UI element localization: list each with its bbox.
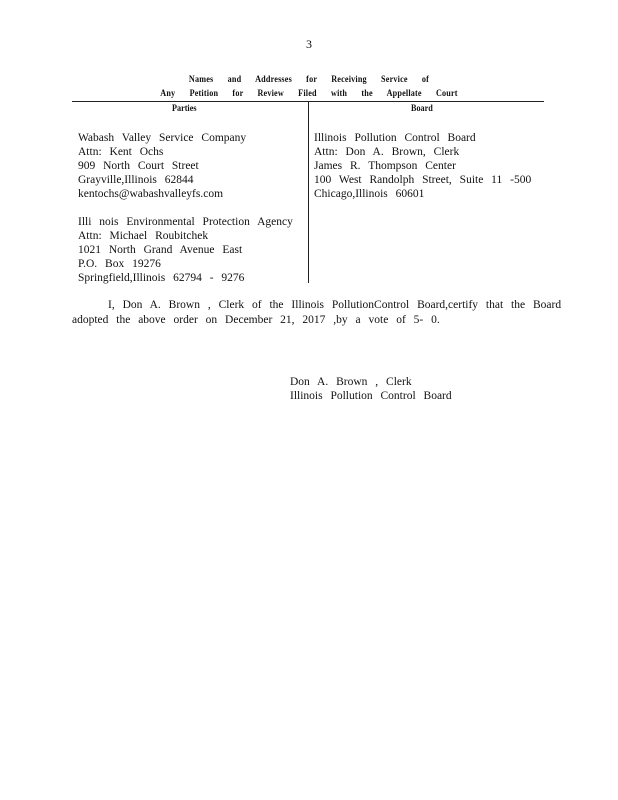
address-line: 1021 North Grand Avenue East (78, 244, 243, 256)
party-address-iepa (78, 215, 293, 285)
address-line: Attn: Kent Ochs (78, 146, 164, 158)
signature-block (290, 375, 452, 403)
party-address-wabash (78, 131, 246, 201)
signature-name: Don A. Brown , Clerk (290, 376, 412, 388)
heading-line-1: Names and Addresses for Receiving Service of (188, 75, 430, 85)
address-line: Attn: Don A. Brown, Clerk (314, 146, 460, 158)
certification-line-2: adopted the above order on December 21, 2017 ,by a vote of 5- 0. (72, 313, 440, 326)
parties-column-header: Parties (172, 104, 197, 114)
address-line: James R. Thompson Center (314, 160, 456, 172)
email-address: kentochs@wabashvalleyfs.com (78, 188, 224, 200)
board-address (314, 131, 531, 201)
certification-paragraph (72, 298, 561, 327)
address-line: P.O. Box 19276 (78, 258, 161, 270)
certification-line-1: I, Don A. Brown , Clerk of the Illinois PollutionControl Board,certify that the Board (108, 299, 562, 311)
address-line: Attn: Michael Roubitchek (78, 230, 209, 242)
heading-line-2: Any Petition for Review Filed with the Appellate Court (160, 89, 458, 99)
page-number: 3 (306, 37, 312, 51)
address-line: Chicago,Illinois 60601 (314, 188, 425, 200)
address-line: Wabash Valley Service Company (78, 132, 247, 144)
address-line: Illinois Pollution Control Board (314, 132, 476, 144)
signature-org: Illinois Pollution Control Board (290, 390, 452, 402)
address-line: Grayville,Illinois 62844 (78, 174, 194, 186)
board-column-header: Board (411, 104, 433, 114)
address-line: Springfield,Illinois 62794 - 9276 (78, 272, 245, 284)
column-divider (308, 101, 309, 283)
address-line: 909 North Court Street (78, 160, 199, 172)
address-line: Illi nois Environmental Protection Agency (78, 216, 293, 228)
address-line: 100 West Randolph Street, Suite 11 -500 (314, 174, 532, 186)
